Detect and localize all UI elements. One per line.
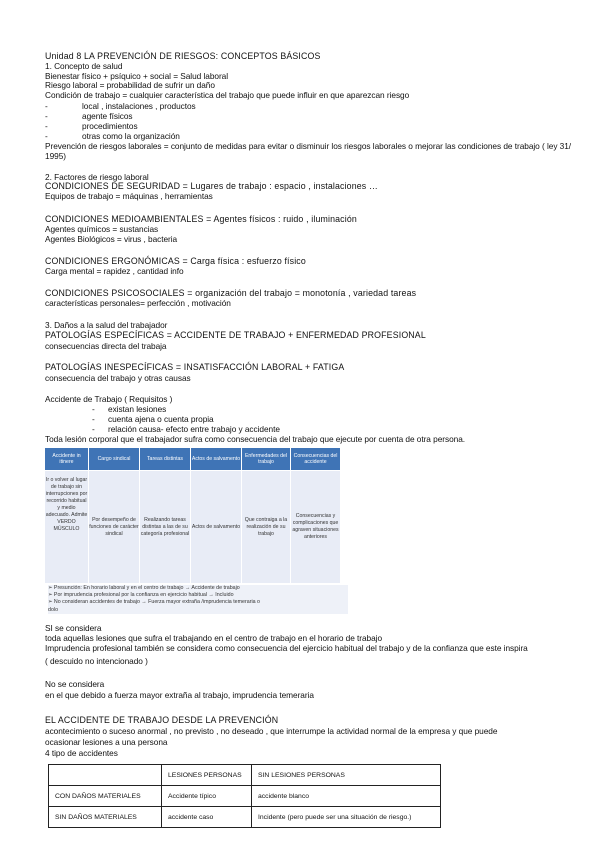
text-line: Condición de trabajo = cualquier característica del trabajo que puede influir en que aparezcan riesgo — [45, 90, 410, 100]
text-line: Equipos de trabajo = máquinas , herramientas — [45, 191, 213, 201]
table-cell — [49, 765, 162, 786]
text-line: ( descuido no intencionado ) — [45, 656, 148, 666]
table-cell: accidente caso — [162, 807, 252, 828]
text-line: Bienestar físico + psíquico + social = Salud laboral — [45, 71, 229, 81]
table-header: LESIONES PERSONAS — [162, 765, 252, 786]
paragraph: Prevención de riesgos laborales = conjunto de medidas para evitar o disminuir los riesgos laborales o mejorar las condiciones de trabajo ( ley 31/ 1995) — [45, 141, 572, 161]
table-cell: Por desempeño de funciones de carácter sindical — [89, 471, 139, 583]
table-cell: Ir o volver al lugar de trabajo sin interrupciones por recorrido habitual y medio adecuado. Admite VERDO MÚSCULO — [45, 471, 88, 583]
subheading: EL ACCIDENTE DE TRABAJO DESDE LA PREVENCIÓN — [45, 715, 279, 725]
text-line: características personales= perfección , motivación — [45, 298, 231, 308]
list-item: - otras como la organización — [45, 131, 180, 141]
table-header: Consecuencias del accidente — [291, 448, 340, 470]
accident-types-table — [48, 764, 441, 828]
text-line: PATOLOGÍAS ESPECÍFICAS = ACCIDENTE DE TRABAJO + ENFERMEDAD PROFESIONAL — [45, 330, 426, 340]
subheading: No se considera — [45, 679, 105, 689]
table-header: SIN LESIONES PERSONAS — [252, 765, 441, 786]
note-line: ➢ Presunción: En horario laboral y en el centro de trabajo → Accidente de trabajo — [48, 585, 240, 591]
image-notes — [48, 585, 348, 614]
subheading: SI se considera — [45, 623, 102, 633]
table-row — [49, 765, 441, 786]
table-cell: CON DAÑOS MATERIALES — [49, 786, 162, 807]
text-line: acontecimiento o suceso anormal , no previsto , no deseado , que interrumpe la actividad normal de la empresa y que puede — [45, 726, 498, 736]
table-row — [49, 786, 441, 807]
table-cell: Actos de salvamento — [191, 471, 241, 583]
table-cell: Consecuencias y complicaciones que agraven situaciones anteriores — [291, 471, 340, 583]
table-cell: Realizando tareas distintas a las de su categoría profesional — [140, 471, 190, 583]
text-line: Carga mental = rapidez , cantidad info — [45, 266, 184, 276]
list-item: - procedimientos — [45, 121, 138, 131]
section-heading: 1. Concepto de salud — [45, 61, 123, 71]
table-header: Actos de salvamento — [191, 448, 241, 470]
text-line: consecuencias directa del trabaja — [45, 341, 167, 351]
text-line: toda aquellas lesiones que sufra el trabajando en el centro de trabajo en el horario de trabajo — [45, 633, 383, 643]
note-line: ➢ No consideran accidentes de trabajo → Fuerza mayor extraña /imprudencia temeraria o — [48, 599, 261, 606]
text-line: Imprudencia profesional también se considera como consecuencia del ejercicio habitual del trabajo y de la confianza que este inspira — [45, 643, 528, 653]
list-item: - existan lesiones — [92, 404, 167, 414]
accident-cases-image — [45, 448, 340, 583]
text-line: CONDICIONES PSICOSOCIALES = organización del trabajo = monotonía , variedad tareas — [45, 288, 417, 298]
section-heading: 3. Daños a la salud del trabajador — [45, 320, 168, 330]
table-cell: SIN DAÑOS MATERIALES — [49, 807, 162, 828]
table-header: Tareas distintas — [140, 448, 190, 470]
text-line: CONDICIONES DE SEGURIDAD = Lugares de trabajo : espacio , instalaciones … — [45, 181, 378, 191]
list-item: - cuenta ajena o cuenta propia — [92, 414, 214, 424]
table-cell: Que contraiga a la realización de su trabajo — [242, 471, 290, 583]
text-line: consecuencia del trabajo y otras causas — [45, 373, 191, 383]
table-cell: Accidente típico — [162, 786, 252, 807]
text-line: PATOLOGÍAS INESPECÍFICAS = INSATISFACCIÓN LABORAL + FATIGA — [45, 362, 345, 372]
list-item: - relación causa- efecto entre trabajo y accidente — [92, 424, 280, 434]
text-line: Agentes químicos = sustancias — [45, 224, 159, 234]
subheading: Accidente de Trabajo ( Requisitos ) — [45, 394, 173, 404]
unit-title: Unidad 8 LA PREVENCIÓN DE RIESGOS: CONCEPTOS BÁSICOS — [45, 51, 321, 61]
section-heading: 2. Factores de riesgo laboral — [45, 172, 149, 182]
text-line: 4 tipo de accidentes — [45, 748, 118, 758]
table-header: Cargo sindical — [89, 448, 139, 470]
table-row — [49, 807, 441, 828]
table-cell: Incidente (pero puede ser una situación de riesgo.) — [252, 807, 441, 828]
text-line: Toda lesión corporal que el trabajador sufra como consecuencia del trabajo que ejecute por cuenta de otra persona. — [45, 434, 466, 444]
note-line: ➢ Por imprudencia profesional por la confianza en ejercicio habitual → Incluido — [48, 592, 234, 599]
text-line: CONDICIONES ERGONÓMICAS = Carga física : esfuerzo físico — [45, 256, 306, 266]
text-line: en el que debido a fuerza mayor extraña al trabajo, imprudencia temeraria — [45, 690, 314, 700]
note-line: dolo — [48, 606, 59, 613]
text-line: ocasionar lesiones a una persona — [45, 737, 168, 747]
text-line: CONDICIONES MEDIOAMBIENTALES = Agentes físicos : ruido , iluminación — [45, 214, 357, 224]
text-line: Agentes Biológicos = virus , bacteria — [45, 234, 178, 244]
list-item: - agente físicos — [45, 111, 133, 121]
list-item: - local , instalaciones , productos — [45, 101, 196, 111]
text-line: Riesgo laboral = probabilidad de sufrir un daño — [45, 80, 215, 90]
table-header: Accidente in itinere — [45, 448, 88, 470]
table-cell: accidente blanco — [252, 786, 441, 807]
table-header: Enfermedades del trabajo — [242, 448, 290, 470]
